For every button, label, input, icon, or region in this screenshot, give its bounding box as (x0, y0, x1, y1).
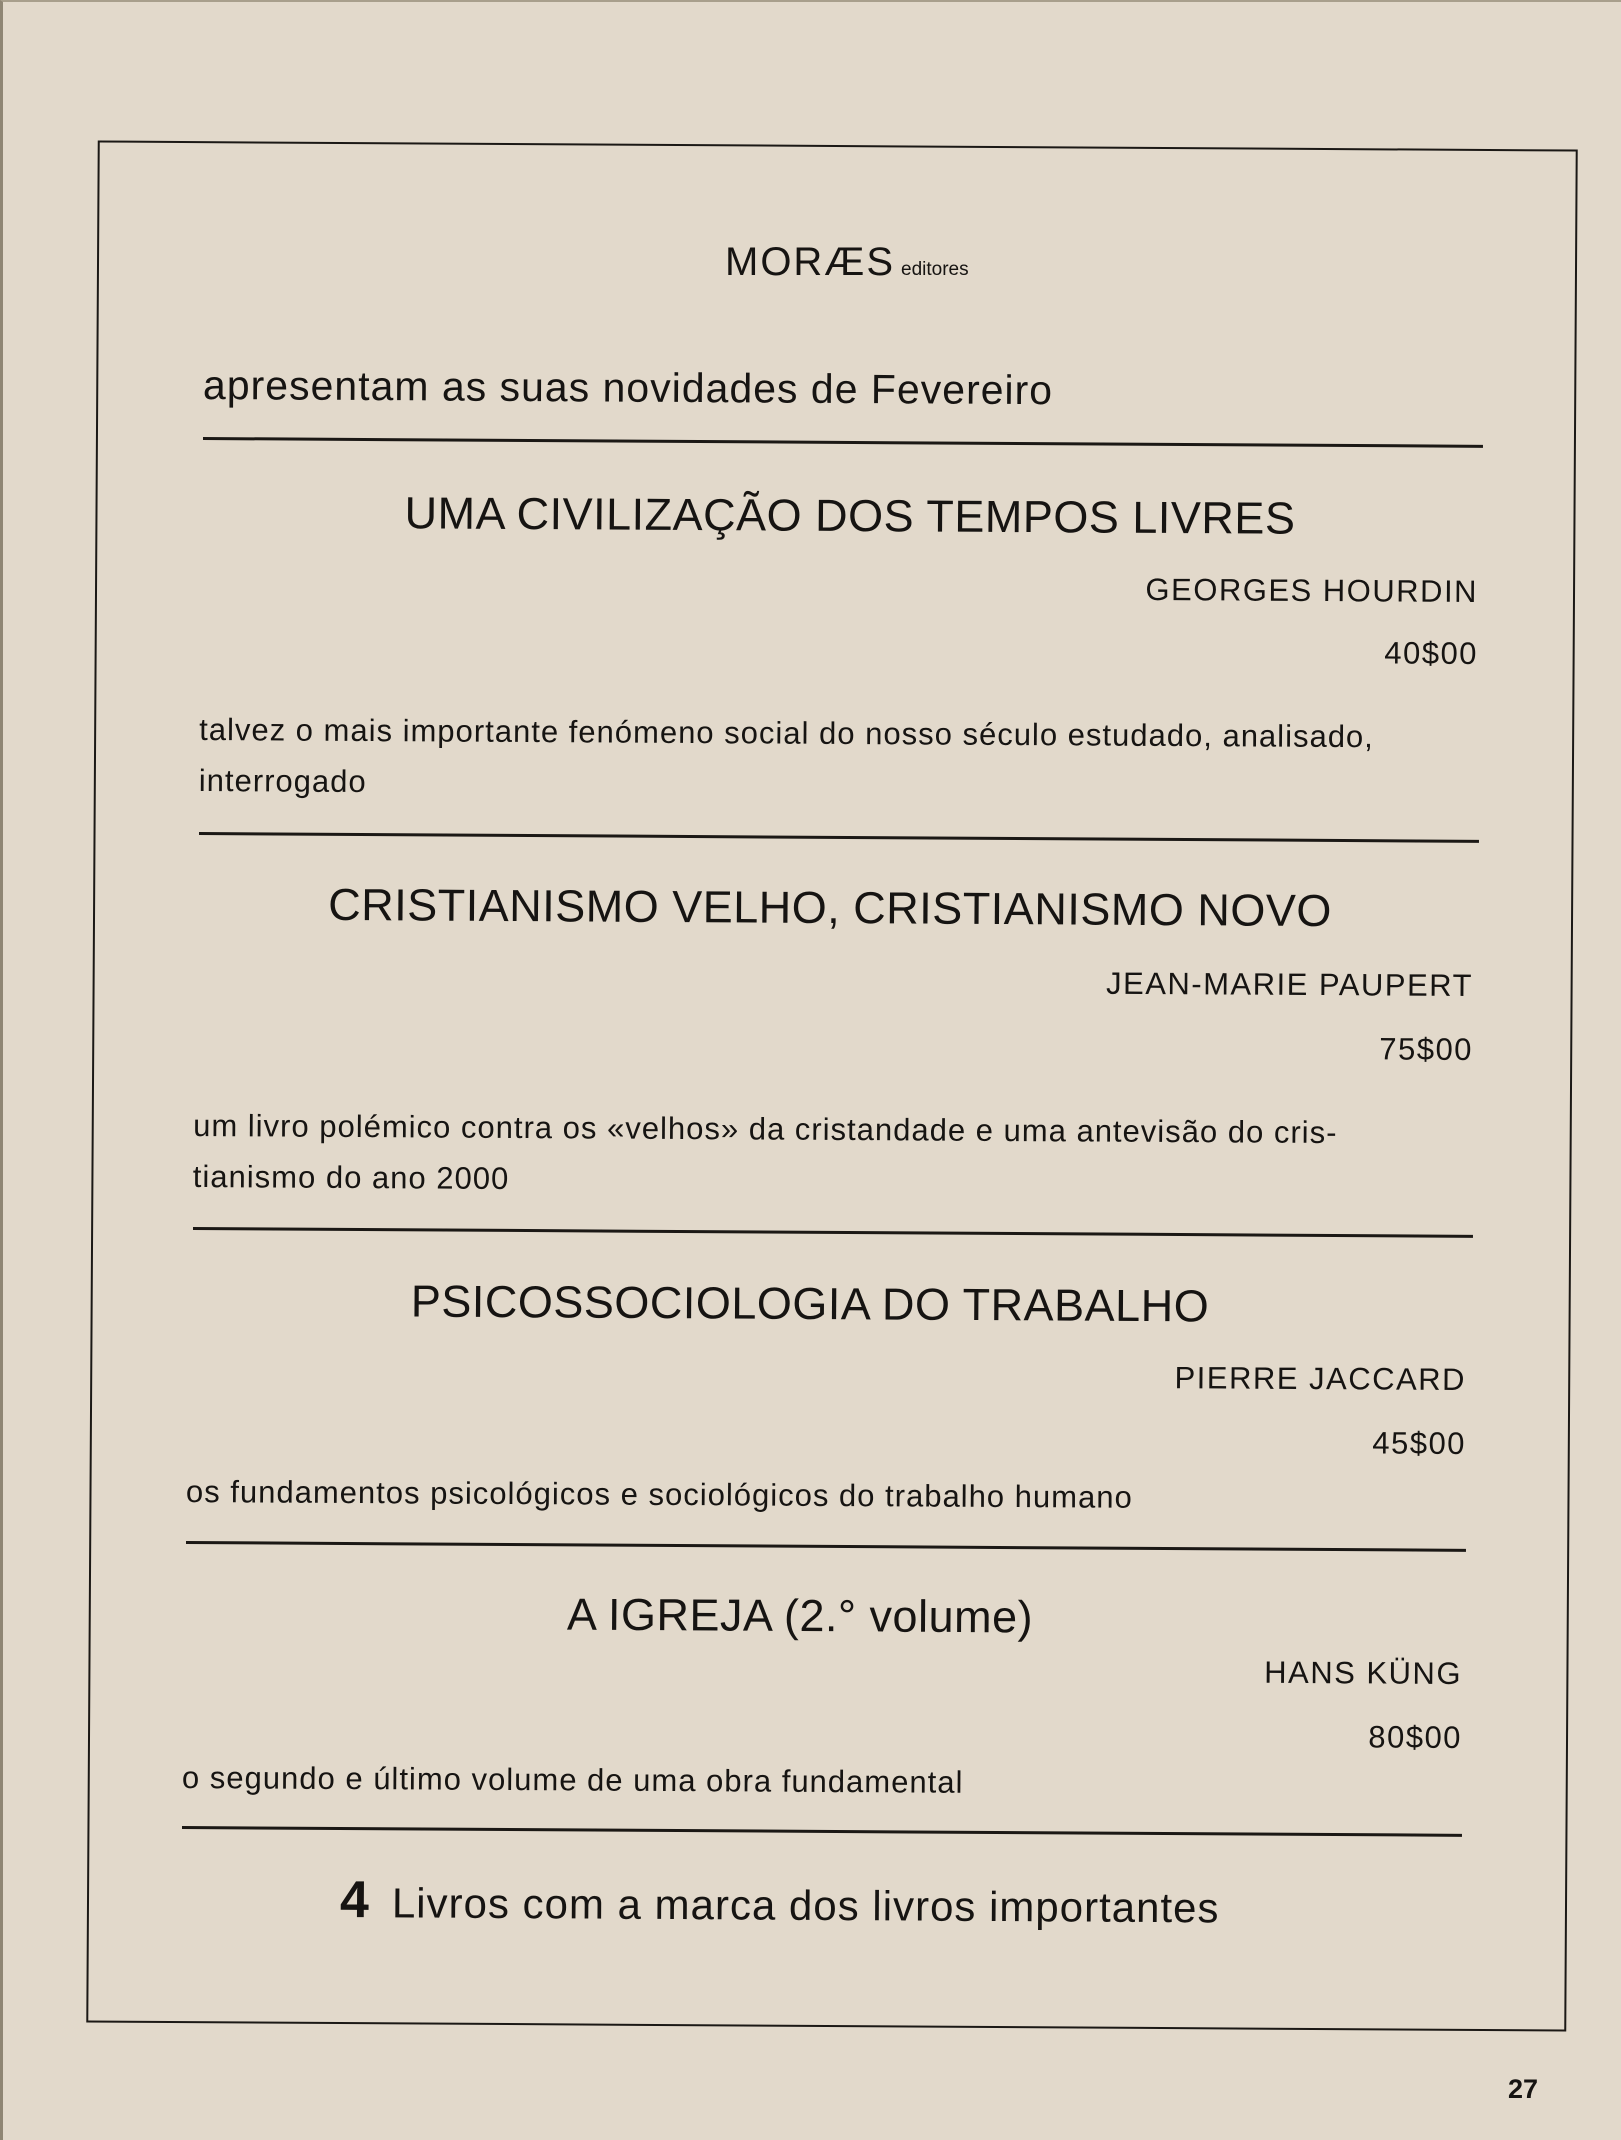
closing-text: Livros com a marca dos livros importantes (391, 1879, 1220, 1932)
description-line: tianismo do ano 2000 (192, 1158, 510, 1196)
book-author: HANS KÜNG (1264, 1654, 1463, 1691)
book-title: CRISTIANISMO VELHO, CRISTIANISMO NOVO (328, 878, 1332, 937)
book-title: UMA CIVILIZAÇÃO DOS TEMPOS LIVRES (404, 487, 1296, 544)
book-author: GEORGES HOURDIN (1145, 571, 1479, 609)
book-description (186, 1466, 1133, 1523)
description-line: talvez o mais importante fenómeno social do nosso século estudado, analisado, (199, 712, 1374, 755)
publisher-logo (725, 240, 969, 285)
book-price: 40$00 (1384, 635, 1479, 671)
description-line: interrogado (198, 762, 367, 800)
page-number: 27 (1508, 2074, 1539, 2104)
book-author: PIERRE JACCARD (1174, 1360, 1467, 1397)
description-line: um livro polémico contra os «velhos» da cristandade e uma antevisão do cris- (193, 1108, 1338, 1150)
book-description (199, 704, 1374, 813)
logo-tagline: editores (901, 259, 969, 280)
book-price: 75$00 (1379, 1031, 1474, 1067)
book-description (193, 1100, 1338, 1209)
description-line: os fundamentos psicológicos e sociológicos do trabalho humano (185, 1474, 1133, 1515)
book-title: PSICOSSOCIOLOGIA DO TRABALHO (410, 1275, 1210, 1332)
book-description (182, 1752, 964, 1808)
intro-heading: apresentam as suas novidades de Fevereiro (202, 362, 1054, 414)
book-title: A IGREJA (2.° volume) (566, 1588, 1034, 1643)
description-line: o segundo e último volume de uma obra fundamental (181, 1760, 964, 1800)
book-author: JEAN-MARIE PAUPERT (1105, 965, 1474, 1003)
logo-wordmark: MORÆS (725, 240, 895, 284)
book-price: 80$00 (1368, 1719, 1463, 1755)
book-price: 45$00 (1372, 1425, 1467, 1461)
closing-slogan (340, 1870, 1340, 1936)
closing-number: 4 (339, 1871, 371, 1930)
